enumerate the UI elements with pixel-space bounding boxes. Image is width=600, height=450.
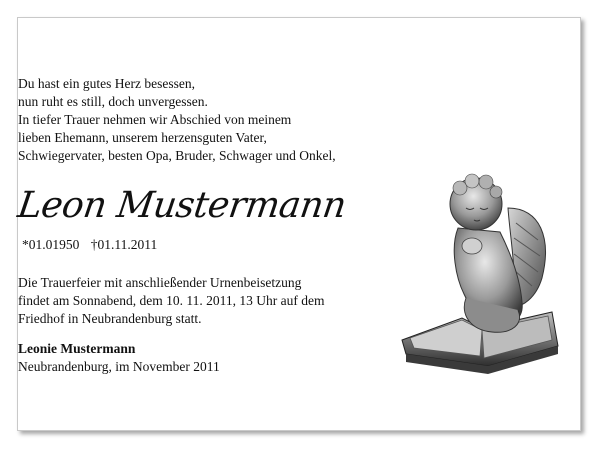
ceremony-line: Friedhof in Neubrandenburg statt. — [18, 311, 202, 326]
ceremony-line: findet am Sonnabend, dem 10. 11. 2011, 13 Uhr auf dem — [18, 293, 325, 308]
poem-line: Du hast ein gutes Herz besessen, — [18, 76, 195, 91]
signer-name: Leonie Mustermann — [18, 341, 136, 356]
poem-line: In tiefer Trauer nehmen wir Abschied von meinem — [18, 112, 292, 127]
obituary-card — [17, 17, 581, 431]
deceased-name: Leon Mustermann — [15, 185, 349, 226]
death-date: †01.11.2011 — [90, 237, 158, 252]
poem-line: lieben Ehemann, unserem herzensguten Vater, — [18, 130, 267, 145]
poem-block — [18, 75, 486, 165]
birth-date: *01.01950 — [22, 237, 80, 252]
signer-place-date: Neubrandenburg, im November 2011 — [18, 359, 220, 374]
poem-line: nun ruht es still, doch unvergessen. — [18, 94, 208, 109]
poem-line: Schwiegervater, besten Opa, Bruder, Schwager und Onkel, — [18, 148, 336, 163]
angel-figurine-icon — [400, 168, 560, 388]
ceremony-line: Die Trauerfeier mit anschließender Urnenbeisetzung — [18, 275, 302, 290]
